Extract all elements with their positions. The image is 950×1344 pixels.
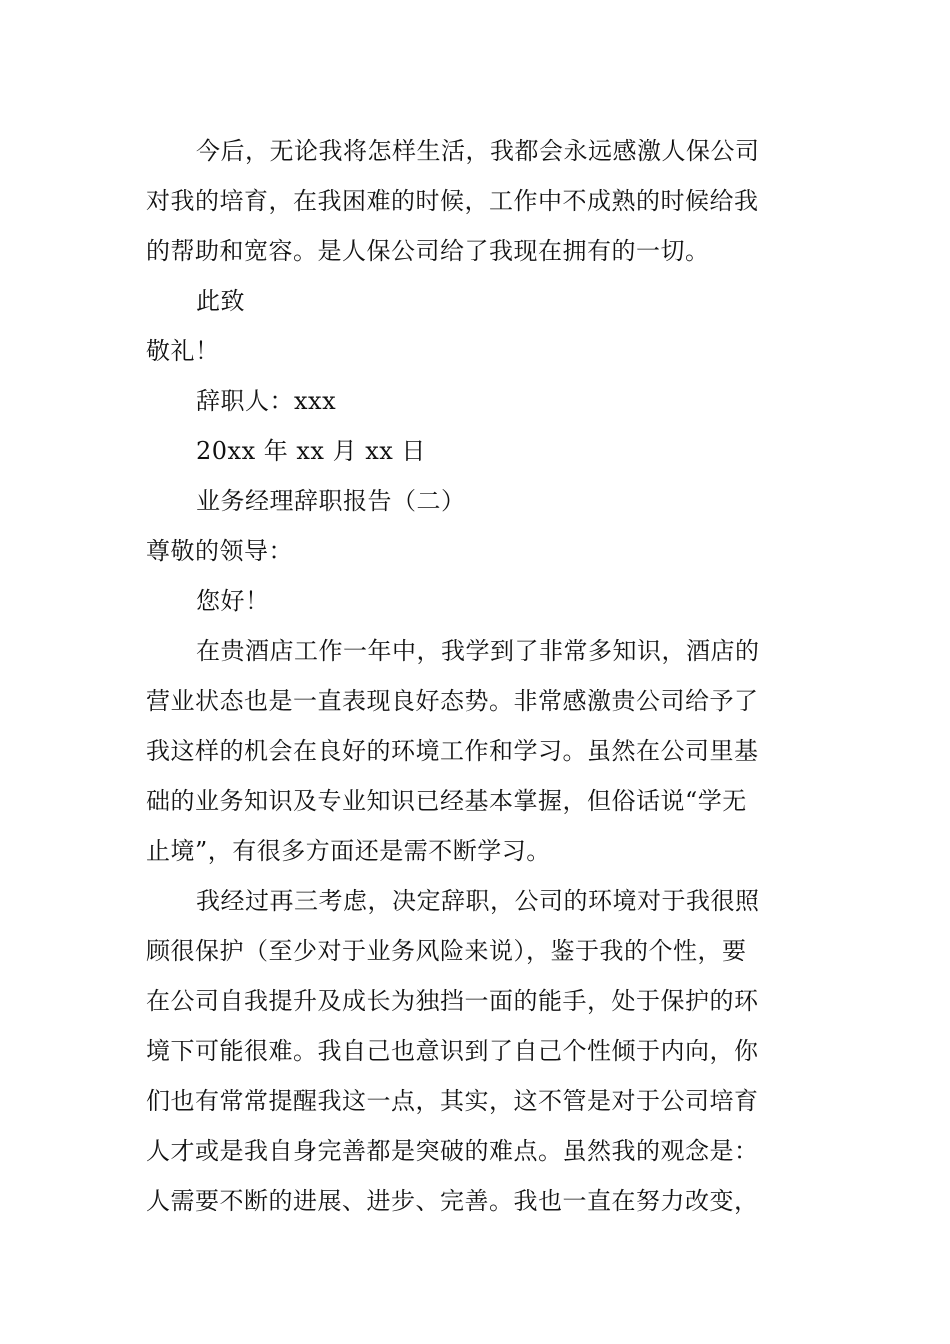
document-body <box>146 126 808 1226</box>
text-line: 人需要不断的进展、进步、完善。我也一直在努力改变， <box>146 1187 759 1215</box>
text-line: 境下可能很难。我自己也意识到了自己个性倾于内向，你 <box>146 1037 759 1065</box>
text-line: 在贵酒店工作一年中，我学到了非常多知识，酒店的 <box>196 637 760 665</box>
text-line: 人才或是我自身完善都是突破的难点。虽然我的观念是： <box>146 1137 759 1165</box>
text-line: 顾很保护（至少对于业务风险来说），鉴于我的个性，要 <box>146 937 747 965</box>
text-line: 在公司自我提升及成长为独挡一面的能手，处于保护的环 <box>146 987 759 1015</box>
text-line: 的帮助和宽容。是人保公司给了我现在拥有的一切。 <box>146 237 710 265</box>
greeting: 您好！ <box>196 587 270 615</box>
text-line: 对我的培育，在我困难的时候，工作中不成熟的时候给我 <box>146 187 759 215</box>
salutation-closing: 敬礼！ <box>146 337 220 365</box>
section-title: 业务经理辞职报告（二） <box>196 487 466 515</box>
text-line: 我经过再三考虑，决定辞职，公司的环境对于我很照 <box>196 887 760 915</box>
text-line: 我这样的机会在良好的环境工作和学习。虽然在公司里基 <box>146 737 759 765</box>
greeting-recipient: 尊敬的领导： <box>146 537 293 565</box>
text-line: 止境”，有很多方面还是需不断学习。 <box>146 837 551 865</box>
text-line: 础的业务知识及专业知识已经基本掌握，但俗话说“学无 <box>146 787 747 815</box>
signature-line: 辞职人：xxx <box>196 387 337 415</box>
closing-phrase: 此致 <box>196 287 245 315</box>
date-line: 20xx 年 xx 月 xx 日 <box>196 437 426 465</box>
text-line: 们也有常常提醒我这一点，其实，这不管是对于公司培育 <box>146 1087 759 1115</box>
text-line: 营业状态也是一直表现良好态势。非常感激贵公司给予了 <box>146 687 759 715</box>
text-line: 今后，无论我将怎样生活，我都会永远感激人保公司 <box>196 137 760 165</box>
